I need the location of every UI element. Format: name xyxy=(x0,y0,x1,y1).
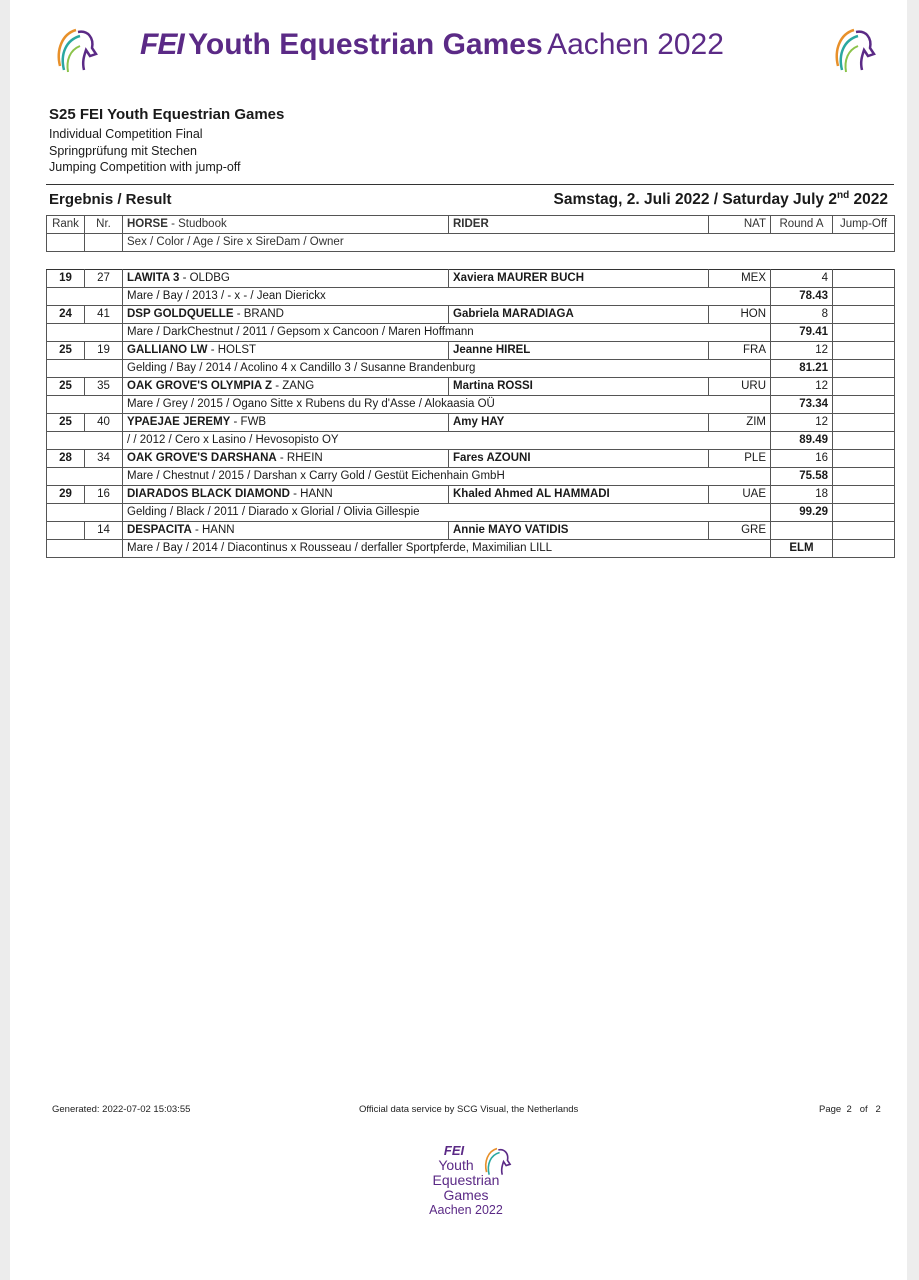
event-line-1: Individual Competition Final xyxy=(49,127,203,141)
horse-cell xyxy=(123,378,449,396)
nat-cell: MEX xyxy=(709,270,771,288)
nr-cell: 34 xyxy=(85,450,123,468)
horse-studbook: - RHEIN xyxy=(276,452,323,464)
faults-cell: 4 xyxy=(771,270,833,288)
jumpoff-detail-cell xyxy=(833,324,895,342)
rider-cell: Xaviera MAURER BUCH xyxy=(449,270,709,288)
horse-details: Mare / Grey / 2015 / Ogano Sitte x Rubens du Ry d'Asse / Alokaasia OÜ xyxy=(123,396,771,414)
jumpoff-cell xyxy=(833,414,895,432)
result-bar xyxy=(46,184,894,211)
bottom-aachen: Aachen 2022 xyxy=(429,1203,503,1217)
header-nat: NAT xyxy=(709,216,771,234)
horse-studbook: - HANN xyxy=(289,488,333,500)
time-cell: 79.41 xyxy=(771,324,833,342)
nr-cell: 27 xyxy=(85,270,123,288)
faults-cell: 12 xyxy=(771,414,833,432)
event-banner xyxy=(140,28,800,78)
header-rider xyxy=(449,216,709,234)
nat-cell: ZIM xyxy=(709,414,771,432)
table-row-details xyxy=(47,288,895,306)
horse-details: / / 2012 / Cero x Lasino / Hevosopisto OY xyxy=(123,432,771,450)
horse-name: LAWITA 3 xyxy=(127,272,180,284)
table-row-details xyxy=(47,360,895,378)
rider-cell: Jeanne HIREL xyxy=(449,342,709,360)
horse-studbook: - ZANG xyxy=(272,380,315,392)
time-cell: 89.49 xyxy=(771,432,833,450)
table-row xyxy=(47,342,895,360)
header-sub: Sex / Color / Age / Sire x SireDam / Owner xyxy=(123,234,895,252)
event-line-2: Springprüfung mit Stechen xyxy=(49,143,198,158)
details-empty-2 xyxy=(85,432,123,450)
details-empty-2 xyxy=(85,468,123,486)
jumpoff-detail-cell xyxy=(833,504,895,522)
header-jump-off: Jump-Off xyxy=(833,216,895,234)
nat-cell: UAE xyxy=(709,486,771,504)
jumpoff-cell xyxy=(833,306,895,324)
details-empty-2 xyxy=(85,504,123,522)
nat-cell: GRE xyxy=(709,522,771,540)
horse-cell xyxy=(123,486,449,504)
table-row-details xyxy=(47,432,895,450)
table-row-details xyxy=(47,324,895,342)
results-table xyxy=(46,269,895,558)
details-empty xyxy=(47,540,85,558)
horse-cell xyxy=(123,522,449,540)
horse-name: OAK GROVE'S DARSHANA xyxy=(127,452,277,464)
jumpoff-detail-cell xyxy=(833,540,895,558)
rider-cell: Martina ROSSI xyxy=(449,378,709,396)
header-round-a: Round A xyxy=(771,216,833,234)
results-header xyxy=(46,215,895,252)
time-cell: 81.21 xyxy=(771,360,833,378)
bottom-games: Games xyxy=(443,1187,489,1203)
horse-details: Gelding / Black / 2011 / Diarado x Glorial / Olivia Gillespie xyxy=(123,504,771,522)
table-row xyxy=(47,450,895,468)
horse-name: GALLIANO LW xyxy=(127,344,208,356)
details-empty-2 xyxy=(85,288,123,306)
horse-name: DSP GOLDQUELLE xyxy=(127,308,234,320)
rider-cell: Gabriela MARADIAGA xyxy=(449,306,709,324)
details-empty-2 xyxy=(85,396,123,414)
time-cell: 75.58 xyxy=(771,468,833,486)
faults-cell: 18 xyxy=(771,486,833,504)
horse-logo-icon-bottom xyxy=(480,1142,514,1180)
details-empty xyxy=(47,504,85,522)
jumpoff-detail-cell xyxy=(833,396,895,414)
horse-studbook: - FWB xyxy=(230,416,267,428)
result-label: Ergebnis / Result xyxy=(49,191,172,208)
nr-cell: 19 xyxy=(85,342,123,360)
details-empty xyxy=(47,360,85,378)
details-empty xyxy=(47,288,85,306)
table-row-details xyxy=(47,468,895,486)
table-row xyxy=(47,486,895,504)
bottom-fei: FEI xyxy=(443,1143,465,1158)
header-sub-empty-2 xyxy=(85,234,123,252)
details-empty-2 xyxy=(85,360,123,378)
event-line-3: Jumping Competition with jump-off xyxy=(49,160,241,174)
horse-details: Mare / DarkChestnut / 2011 / Gepsom x Cancoon / Maren Hoffmann xyxy=(123,324,771,342)
jumpoff-detail-cell xyxy=(833,360,895,378)
time-cell: 99.29 xyxy=(771,504,833,522)
event-heading xyxy=(49,106,284,176)
time-cell: 78.43 xyxy=(771,288,833,306)
time-cell: ELM xyxy=(771,540,833,558)
horse-details: Gelding / Bay / 2014 / Acolino 4 x Candillo 3 / Susanne Brandenburg xyxy=(123,360,771,378)
time-cell: 73.34 xyxy=(771,396,833,414)
jumpoff-detail-cell xyxy=(833,288,895,306)
nr-cell: 35 xyxy=(85,378,123,396)
rank-cell: 24 xyxy=(47,306,85,324)
page-label: Page xyxy=(819,1104,842,1115)
horse-logo-icon-left xyxy=(50,20,102,78)
horse-logo-icon-right xyxy=(828,20,880,78)
horse-studbook: - OLDBG xyxy=(179,272,230,284)
faults-cell: 12 xyxy=(771,342,833,360)
fei-logo-text: FEI xyxy=(140,28,184,61)
table-row xyxy=(47,522,895,540)
header-rank: Rank xyxy=(47,216,85,234)
rank-cell: 28 xyxy=(47,450,85,468)
table-row-details xyxy=(47,540,895,558)
footer-page xyxy=(819,1104,881,1115)
table-row xyxy=(47,378,895,396)
header-horse-label: HORSE xyxy=(127,218,168,230)
left-page-edge xyxy=(0,0,10,1280)
jumpoff-cell xyxy=(833,270,895,288)
details-empty xyxy=(47,324,85,342)
page-of: of xyxy=(859,1104,868,1115)
faults-cell: 16 xyxy=(771,450,833,468)
horse-cell xyxy=(123,270,449,288)
horse-studbook: - HANN xyxy=(191,524,235,536)
bottom-equestrian: Equestrian xyxy=(432,1172,500,1188)
rank-cell: 19 xyxy=(47,270,85,288)
nr-cell: 14 xyxy=(85,522,123,540)
nat-cell: FRA xyxy=(709,342,771,360)
horse-details: Mare / Chestnut / 2015 / Darshan x Carry Gold / Gestüt Eichenhain GmbH xyxy=(123,468,771,486)
table-row xyxy=(47,270,895,288)
jumpoff-detail-cell xyxy=(833,432,895,450)
jumpoff-cell xyxy=(833,486,895,504)
jumpoff-cell xyxy=(833,522,895,540)
header-nr: Nr. xyxy=(85,216,123,234)
event-title: S25 FEI Youth Equestrian Games xyxy=(49,106,285,123)
footer-service: Official data service by SCG Visual, the Netherlands xyxy=(359,1104,579,1115)
rank-cell: 25 xyxy=(47,342,85,360)
rider-cell: Amy HAY xyxy=(449,414,709,432)
jumpoff-cell xyxy=(833,450,895,468)
faults-cell xyxy=(771,522,833,540)
jumpoff-cell xyxy=(833,378,895,396)
banner-light: Aachen 2022 xyxy=(547,28,724,61)
details-empty-2 xyxy=(85,540,123,558)
rider-cell: Annie MAYO VATIDIS xyxy=(449,522,709,540)
header-rider-label: RIDER xyxy=(453,218,489,230)
details-empty xyxy=(47,468,85,486)
rider-cell: Khaled Ahmed AL HAMMADI xyxy=(449,486,709,504)
table-row xyxy=(47,414,895,432)
table-row xyxy=(47,306,895,324)
right-page-edge xyxy=(907,0,919,1280)
page-total: 2 xyxy=(875,1104,881,1115)
horse-cell xyxy=(123,342,449,360)
jumpoff-detail-cell xyxy=(833,468,895,486)
jumpoff-cell xyxy=(833,342,895,360)
horse-name: DESPACITA xyxy=(127,524,192,536)
rider-cell: Fares AZOUNI xyxy=(449,450,709,468)
header-horse xyxy=(123,216,449,234)
details-empty-2 xyxy=(85,324,123,342)
nr-cell: 16 xyxy=(85,486,123,504)
date-prefix: Samstag, 2. Juli 2022 / Saturday July 2 xyxy=(553,191,837,209)
details-empty xyxy=(47,432,85,450)
rank-cell: 29 xyxy=(47,486,85,504)
page-number: 2 xyxy=(846,1104,852,1115)
nat-cell: PLE xyxy=(709,450,771,468)
horse-cell xyxy=(123,414,449,432)
date-sup: nd xyxy=(836,190,850,201)
horse-name: DIARADOS BLACK DIAMOND xyxy=(127,488,290,500)
horse-details: Mare / Bay / 2013 / - x - / Jean Dierickx xyxy=(123,288,771,306)
horse-studbook: - BRAND xyxy=(233,308,284,320)
horse-cell xyxy=(123,450,449,468)
bottom-games-logo xyxy=(416,1140,516,1225)
nr-cell: 41 xyxy=(85,306,123,324)
rank-cell: 25 xyxy=(47,414,85,432)
horse-cell xyxy=(123,306,449,324)
header-sub-empty xyxy=(47,234,85,252)
horse-details: Mare / Bay / 2014 / Diacontinus x Rousseau / derfaller Sportpferde, Maximilian LILL xyxy=(123,540,771,558)
nat-cell: HON xyxy=(709,306,771,324)
result-date xyxy=(554,190,888,209)
table-row-details xyxy=(47,396,895,414)
date-suffix: 2022 xyxy=(849,191,888,209)
bottom-youth: Youth xyxy=(438,1157,474,1173)
banner-strong: Youth Equestrian Games xyxy=(188,28,543,61)
rank-cell xyxy=(47,522,85,540)
rank-cell: 25 xyxy=(47,378,85,396)
nat-cell: URU xyxy=(709,378,771,396)
faults-cell: 8 xyxy=(771,306,833,324)
horse-name: OAK GROVE'S OLYMPIA Z xyxy=(127,380,273,392)
footer-generated: Generated: 2022-07-02 15:03:55 xyxy=(52,1104,191,1115)
table-row-details xyxy=(47,504,895,522)
nr-cell: 40 xyxy=(85,414,123,432)
details-empty xyxy=(47,396,85,414)
horse-studbook: - HOLST xyxy=(207,344,257,356)
faults-cell: 12 xyxy=(771,378,833,396)
horse-name: YPAEJAE JEREMY xyxy=(127,416,231,428)
header-studbook: - Studbook xyxy=(167,218,227,230)
